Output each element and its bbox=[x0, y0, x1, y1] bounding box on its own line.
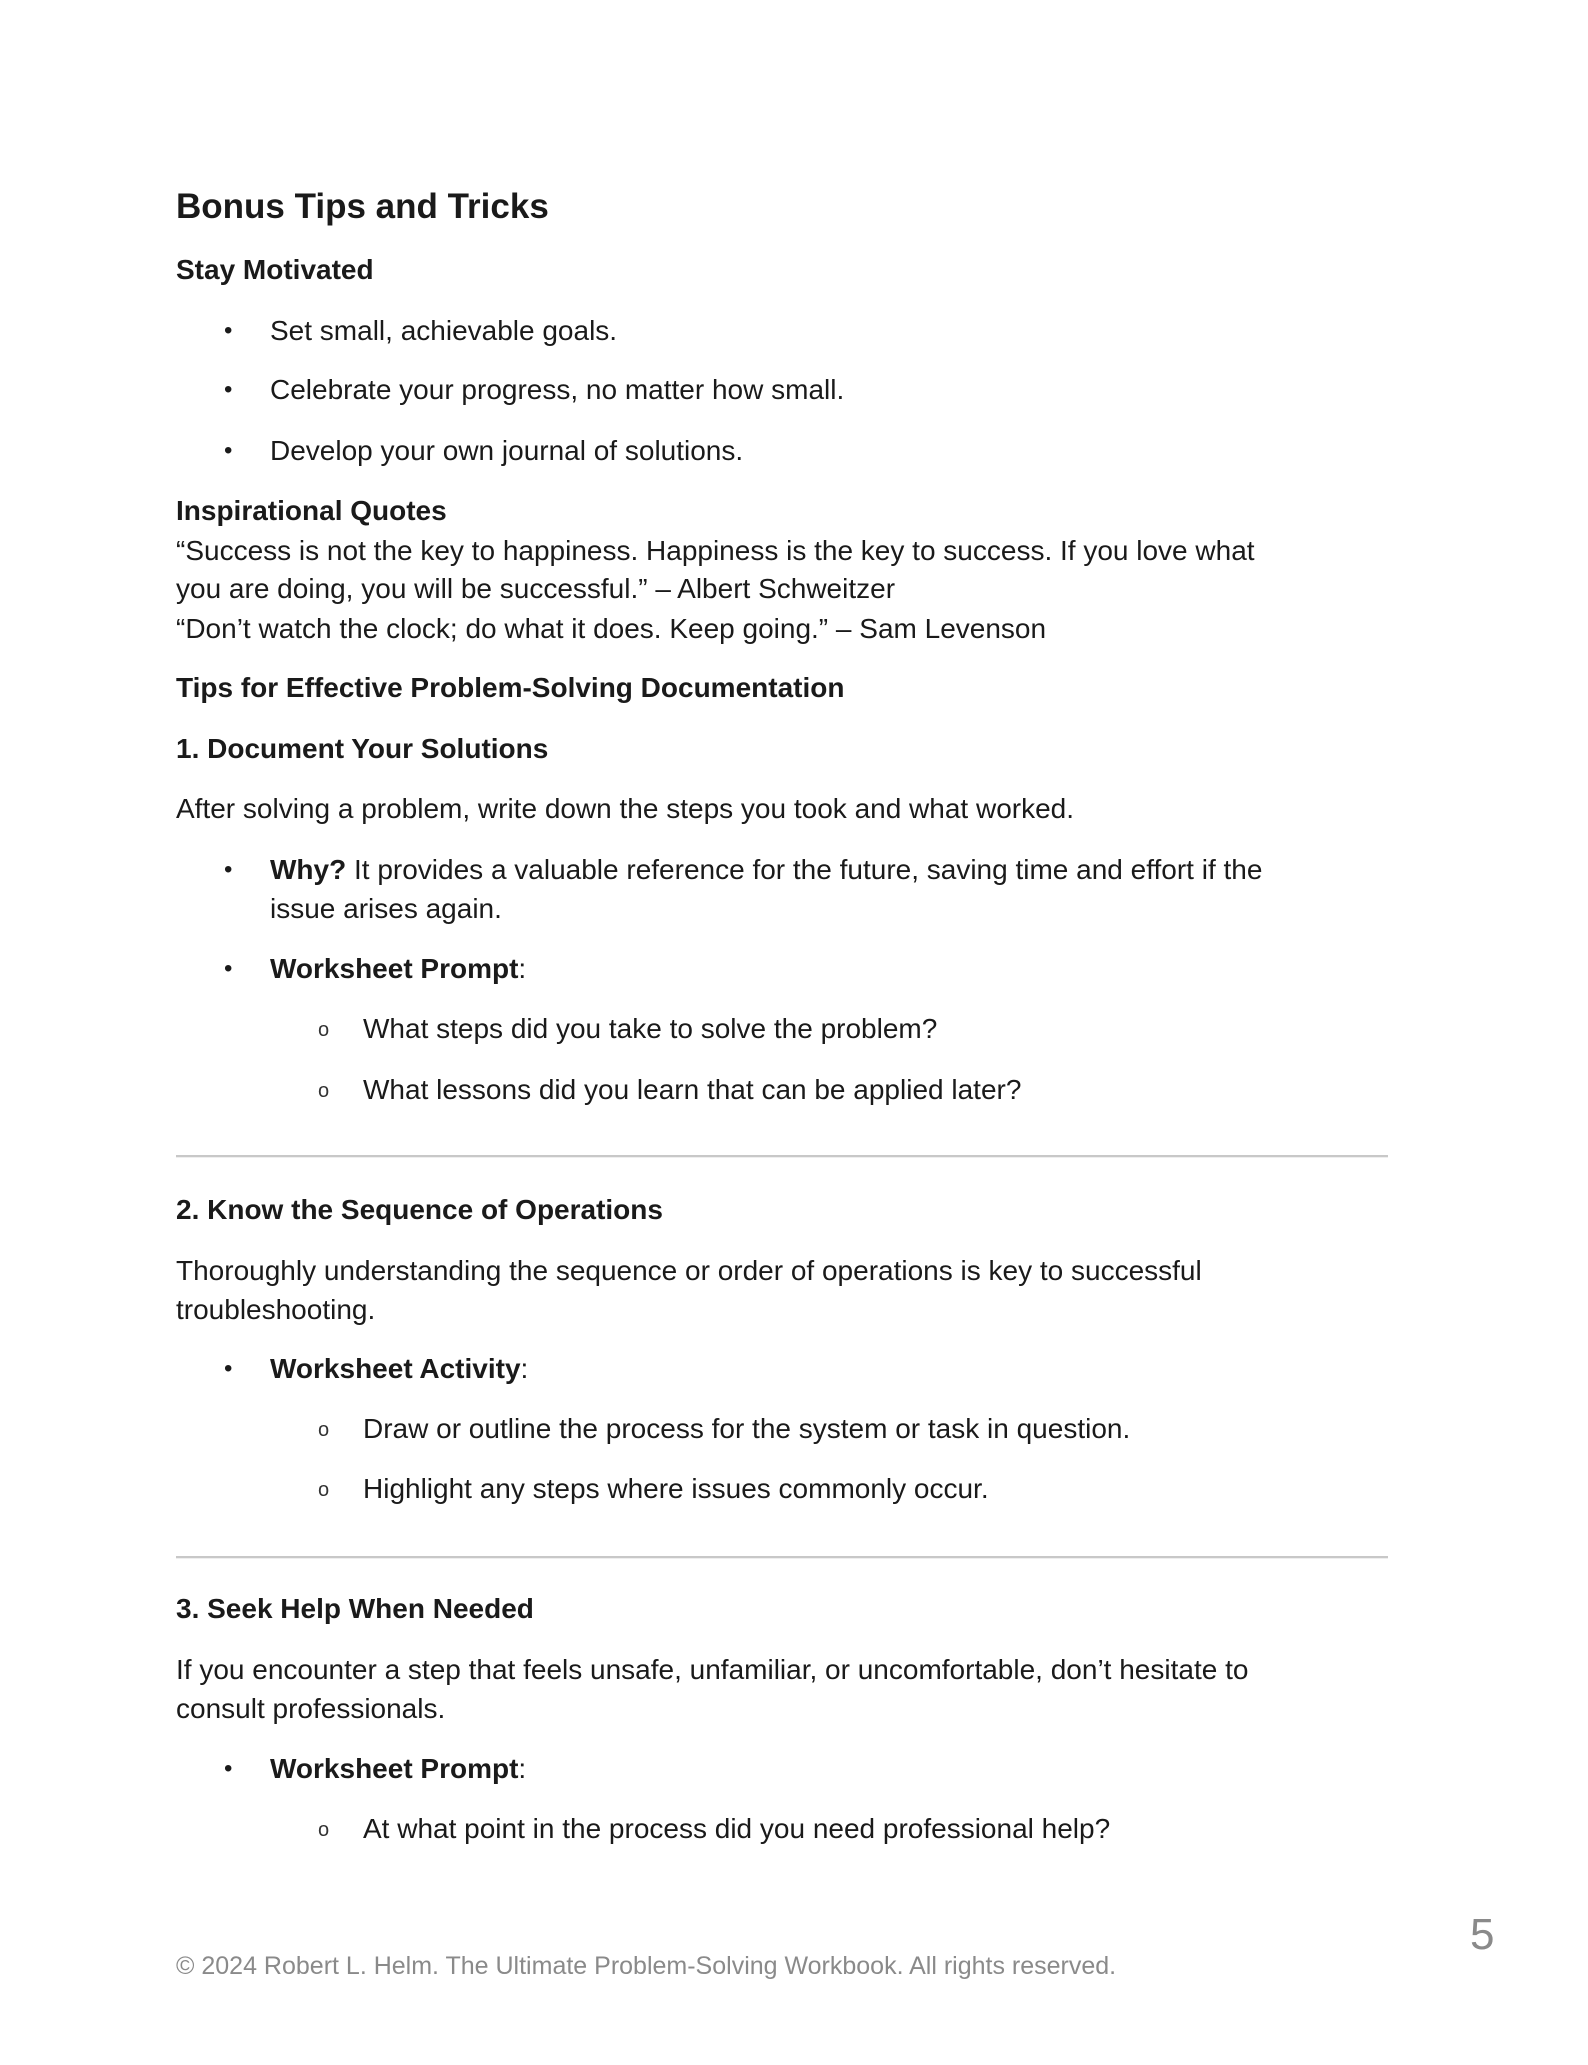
page-title: Bonus Tips and Tricks bbox=[176, 187, 549, 226]
sub-bullet: o bbox=[318, 1080, 330, 1102]
divider bbox=[176, 1155, 1388, 1158]
bullet: • bbox=[224, 1755, 233, 1782]
quote-line: “Don’t watch the clock; do what it does. Keep going.” – Sam Levenson bbox=[176, 613, 1047, 644]
quotes-heading: Inspirational Quotes bbox=[176, 495, 447, 526]
activity-label: Worksheet Activity bbox=[270, 1353, 521, 1384]
list-item: Set small, achievable goals. bbox=[270, 315, 618, 346]
sub-item: What lessons did you learn that can be applied later? bbox=[363, 1074, 1022, 1105]
section-2-heading: 2. Know the Sequence of Operations bbox=[176, 1194, 663, 1225]
why-label: Why? bbox=[270, 854, 347, 885]
colon: : bbox=[518, 953, 527, 984]
sub-item: At what point in the process did you need professional help? bbox=[363, 1813, 1111, 1844]
page-number: 5 bbox=[1470, 1910, 1495, 1959]
sub-item: What steps did you take to solve the problem? bbox=[363, 1013, 938, 1044]
colon: : bbox=[520, 1353, 529, 1384]
stay-motivated-heading: Stay Motivated bbox=[176, 254, 374, 285]
section-3-body-cont: consult professionals. bbox=[176, 1693, 446, 1724]
quote-line: “Success is not the key to happiness. Happiness is the key to success. If you love what bbox=[176, 535, 1255, 566]
prompt-label: Worksheet Prompt bbox=[270, 953, 519, 984]
why-text: It provides a valuable reference for the future, saving time and effort if the bbox=[346, 854, 1263, 885]
worksheet-prompt bbox=[270, 952, 526, 986]
section-3-body: If you encounter a step that feels unsafe, unfamiliar, or uncomfortable, don’t hesitate to bbox=[176, 1654, 1249, 1685]
bullet: • bbox=[224, 437, 233, 464]
sub-item: Draw or outline the process for the system or task in question. bbox=[363, 1413, 1131, 1444]
sub-bullet: o bbox=[318, 1819, 330, 1841]
footer-copyright: © 2024 Robert L. Helm. The Ultimate Problem-Solving Workbook. All rights reserved. bbox=[176, 1952, 1117, 1980]
colon: : bbox=[518, 1753, 527, 1784]
bullet: • bbox=[224, 955, 233, 982]
bullet: • bbox=[224, 376, 233, 403]
list-item: Celebrate your progress, no matter how small. bbox=[270, 374, 845, 405]
quote-line: you are doing, you will be successful.” – Albert Schweitzer bbox=[176, 573, 896, 604]
tips-heading: Tips for Effective Problem-Solving Documentation bbox=[176, 672, 845, 703]
sub-bullet: o bbox=[318, 1419, 330, 1441]
why-text-cont: issue arises again. bbox=[270, 893, 502, 924]
bullet: • bbox=[224, 1355, 233, 1382]
section-2-body-cont: troubleshooting. bbox=[176, 1294, 376, 1325]
worksheet-activity bbox=[270, 1352, 528, 1386]
sub-bullet: o bbox=[318, 1479, 330, 1501]
sub-bullet: o bbox=[318, 1019, 330, 1041]
why-item bbox=[270, 853, 1262, 887]
list-item: Develop your own journal of solutions. bbox=[270, 435, 744, 466]
sub-item: Highlight any steps where issues commonly occur. bbox=[363, 1473, 989, 1504]
divider bbox=[176, 1556, 1388, 1559]
worksheet-prompt bbox=[270, 1752, 526, 1786]
bullet: • bbox=[224, 856, 233, 883]
bullet: • bbox=[224, 317, 233, 344]
section-1-heading: 1. Document Your Solutions bbox=[176, 733, 549, 764]
prompt-label: Worksheet Prompt bbox=[270, 1753, 519, 1784]
section-2-body: Thoroughly understanding the sequence or order of operations is key to successful bbox=[176, 1255, 1202, 1286]
section-1-body: After solving a problem, write down the steps you took and what worked. bbox=[176, 793, 1075, 824]
section-3-heading: 3. Seek Help When Needed bbox=[176, 1593, 534, 1624]
